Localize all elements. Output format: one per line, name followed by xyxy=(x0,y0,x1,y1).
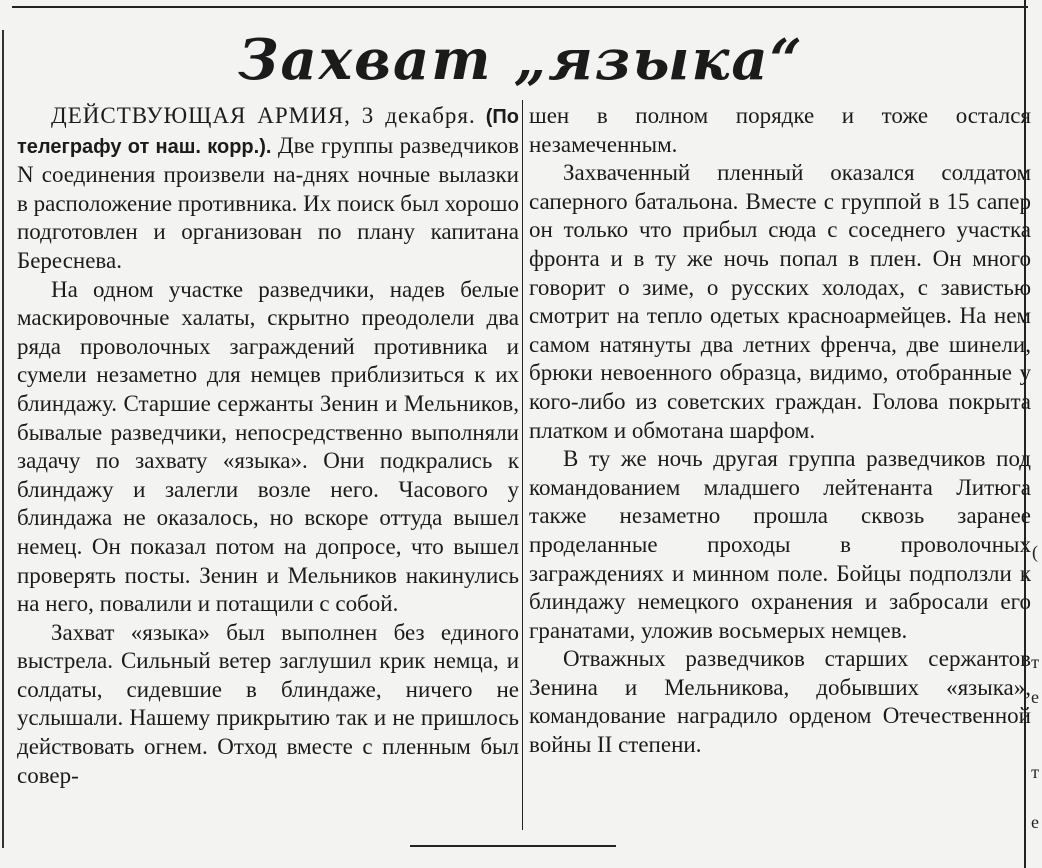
paragraph-4: Захваченный пленный оказался солдатом саперного батальона. Вместе с группой в 15 сапер он только что прибыл сюда с соседнего участка фронта и в ту же ночь попал в плен. Он много говорит о зиме, о русских холодах, с завистью смотрит на тепло одетых красноармейцев. На нем самом натянуты два летних френча, две шинели, брюки невоенного образца, видимо, отобранные у кого-либо из советских граждан. Голова покрыта платком и обмотана шарфом. xyxy=(529,160,1031,443)
margin-fragment: е xyxy=(1031,687,1039,707)
dateline: ДЕЙСТВУЮЩАЯ АРМИЯ, 3 декабря. xyxy=(51,103,476,128)
lead-text: Две группы разведчиков N соединения произвели на-днях ночные вылазки в расположение противника. Их поиск был хорошо подготовлен и организован по плану капитана Береснева. xyxy=(17,132,520,273)
paragraph-2: На одном участке разведчики, надев белые маскировочные халаты, скрытно преодолели два ряда проволочных заграждений противника и сумели незаметно для немцев приблизиться к их блиндажу. Старшие сержанты Зенин и Мельников, бывалые разведчики, непосредственно выполняли задачу по захвату «языка». Они подкрались к блиндажу и залегли возле него. Часового у блиндажа не оказалось, но вскоре оттуда вышел немец. Он показал потом на допросе, что вышел проверять посты. Зенин и Мельников накинулись на него, повалили и потащили с собой. xyxy=(17,276,519,617)
column-divider xyxy=(522,100,523,830)
margin-fragment: т xyxy=(1031,762,1039,782)
end-rule xyxy=(410,845,616,847)
headline: Захват „языка“ xyxy=(238,27,804,93)
paragraph-3-end: шен в полном порядке и тоже остался незамеченным. xyxy=(529,103,1031,157)
top-rule xyxy=(12,6,1028,8)
article-column-right xyxy=(529,102,1031,760)
margin-fragment: ( xyxy=(1032,542,1038,562)
source-credit: (По телеграфу от наш. корр.). xyxy=(17,106,520,158)
paragraph-3-start: Захват «языка» был выполнен без единого выстрела. Сильный ветер заглушил крик немца, и солдаты, сидевшие в блиндаже, ничего не услышали. Нашему прикрытию так и не пришлось действовать огнем. Отход вместе с пленным был совер- xyxy=(17,619,519,788)
paragraph-lead xyxy=(17,102,519,276)
margin-fragment: т xyxy=(1031,652,1039,672)
paragraph-5: В ту же ночь другая группа разведчиков под командованием младшего лейтенанта Литюга также незаметно прошла сквозь заранее проделанные проходы в проволочных заграждениях и минном поле. Бойцы подползли к блиндажу немецкого охранения и забросали его гранатами, уложив восьмерых немцев. xyxy=(529,446,1031,643)
left-column-edge xyxy=(2,30,4,848)
article-column-left xyxy=(17,102,519,790)
paragraph-6: Отважных разведчиков старших сержантов Зенина и Мельникова, добывших «языка», командование наградило орденом Отечественной войны II степени. xyxy=(529,646,1031,758)
margin-fragment: е xyxy=(1031,812,1039,832)
